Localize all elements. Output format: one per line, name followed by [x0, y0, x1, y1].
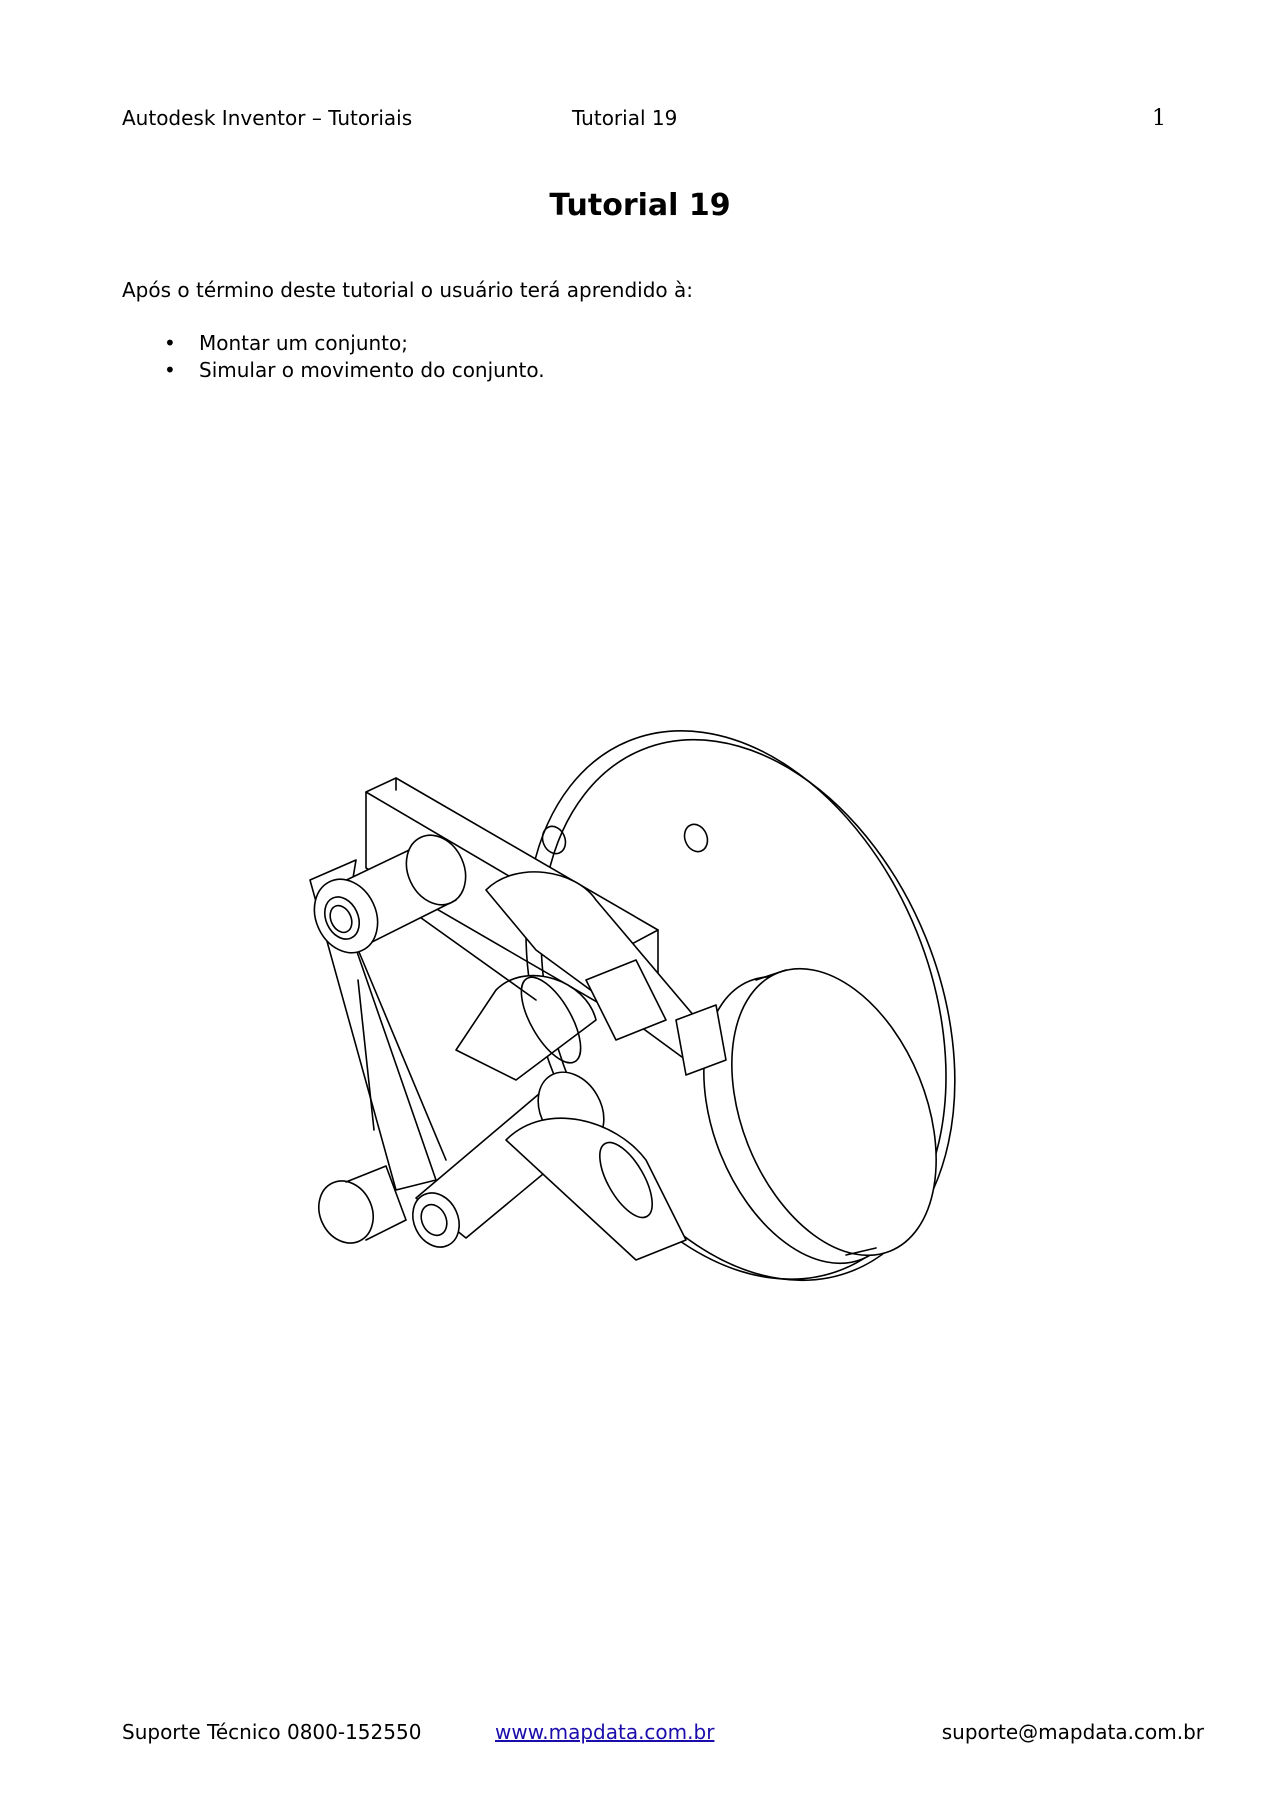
footer-support: Suporte Técnico 0800-152550	[122, 1720, 422, 1744]
objectives-list	[122, 330, 545, 384]
footer-website-link[interactable]: www.mapdata.com.br	[495, 1720, 715, 1744]
header-center-text: Tutorial 19	[572, 106, 678, 130]
page-title: Tutorial 19	[549, 188, 731, 223]
list-item-text: Montar um conjunto;	[199, 331, 408, 355]
assembly-drawing	[286, 720, 996, 1340]
bullet-icon: •	[164, 331, 176, 355]
page-number: 1	[1152, 106, 1166, 131]
list-item	[122, 330, 545, 357]
bullet-icon: •	[164, 358, 176, 382]
footer-email[interactable]: suporte@mapdata.com.br	[941, 1720, 1204, 1744]
lower-pivot	[309, 1166, 406, 1252]
list-item-text: Simular o movimento do conjunto.	[199, 358, 545, 382]
header-left-text: Autodesk Inventor – Tutoriais	[122, 106, 413, 130]
list-item	[122, 357, 545, 384]
intro-paragraph: Após o término deste tutorial o usuário terá aprendido à:	[122, 278, 694, 302]
upper-pivot	[303, 826, 477, 964]
